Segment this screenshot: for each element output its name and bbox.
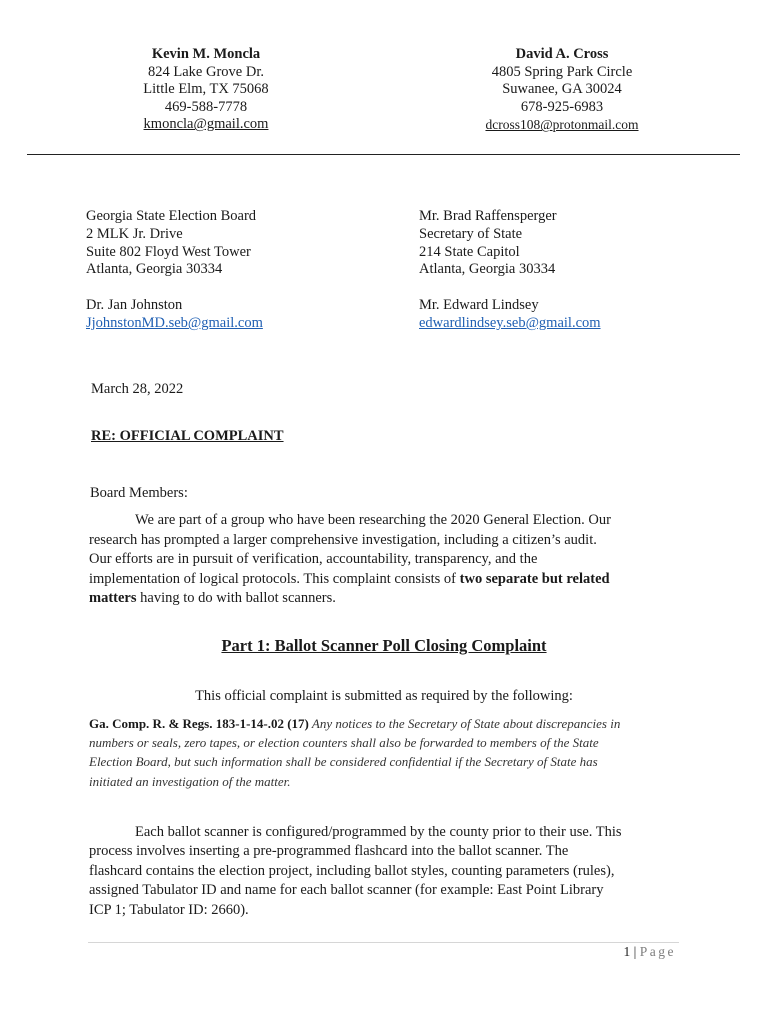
page-label: Page bbox=[639, 944, 676, 959]
regulation-line bbox=[89, 714, 674, 733]
regulation-line: numbers or seals, zero tapes, or election counters shall also be forwarded to members of the State bbox=[89, 735, 599, 751]
sender-left-street: 824 Lake Grove Dr. bbox=[148, 63, 264, 80]
page-footer bbox=[624, 944, 676, 960]
paragraph-intro bbox=[89, 511, 674, 609]
regulation-line: Election Board, but such information shall be considered confidential if the Secretary of State has bbox=[89, 754, 598, 770]
complaint-intro: This official complaint is submitted as required by the following: bbox=[195, 688, 573, 704]
emphasis-text: two separate but related bbox=[459, 570, 610, 587]
sender-right-street: 4805 Spring Park Circle bbox=[491, 63, 633, 80]
paragraph-line: research has prompted a larger comprehensive investigation, including a citizen’s audit. bbox=[89, 531, 597, 548]
paragraph-text: implementation of logical protocols. This complaint consists of bbox=[89, 570, 460, 587]
recipient-left-suite: Suite 802 Floyd West Tower bbox=[86, 243, 251, 260]
paragraph-line: ICP 1; Tabulator ID: 2660). bbox=[89, 901, 249, 918]
spacer bbox=[86, 279, 263, 297]
recipient-left-contact-email-link[interactable]: JjohnstonMD.seb@gmail.com bbox=[86, 314, 263, 331]
regulation-line: initiated an investigation of the matter. bbox=[89, 773, 291, 789]
paragraph-line: assigned Tabulator ID and name for each ballot scanner (for example: East Point Library bbox=[89, 882, 604, 899]
page-number: 1 bbox=[623, 944, 631, 959]
sender-right-block bbox=[432, 46, 692, 134]
recipient-right-street: 214 State Capitol bbox=[419, 243, 520, 260]
section-heading-part1: Part 1: Ballot Scanner Poll Closing Complaint bbox=[221, 636, 547, 655]
subject-line: RE: OFFICIAL COMPLAINT bbox=[91, 428, 284, 444]
sender-left-phone: 469-588-7778 bbox=[164, 98, 248, 115]
regulation-text: Any notices to the Secretary of State about discrepancies in bbox=[308, 716, 621, 731]
paragraph-line: process involves inserting a pre-programmed flashcard into the ballot scanner. The bbox=[89, 843, 569, 860]
header-divider bbox=[27, 154, 740, 155]
sender-right-name: David A. Cross bbox=[515, 46, 609, 62]
regulation-citation: Ga. Comp. R. & Regs. 183-1-14-.02 (17) bbox=[89, 716, 309, 731]
salutation: Board Members: bbox=[90, 485, 188, 501]
paragraph-line: Our efforts are in pursuit of verification, accountability, transparency, and the bbox=[89, 551, 538, 568]
paragraph-line bbox=[89, 589, 674, 609]
regulation-quote bbox=[89, 714, 674, 791]
recipient-right-block bbox=[419, 208, 601, 333]
paragraph-text: having to do with ballot scanners. bbox=[136, 590, 336, 607]
recipient-left-city: Atlanta, Georgia 30334 bbox=[86, 261, 223, 278]
paragraph-line bbox=[89, 511, 674, 531]
paragraph-text: We are part of a group who have been researching the 2020 General Election. Our bbox=[135, 512, 611, 528]
page-separator: | bbox=[630, 944, 640, 959]
paragraph-line bbox=[89, 823, 674, 842]
recipient-right-contact-name: Mr. Edward Lindsey bbox=[419, 297, 539, 314]
paragraph-line: flashcard contains the election project, including ballot styles, counting parameters (rules), bbox=[89, 862, 615, 879]
paragraph-scanner-config bbox=[89, 823, 674, 920]
recipient-left-org: Georgia State Election Board bbox=[86, 208, 257, 224]
sender-right-email[interactable]: dcross108@protonmail.com bbox=[485, 117, 639, 133]
recipient-left-contact-name: Dr. Jan Johnston bbox=[86, 297, 183, 314]
recipient-right-title: Secretary of State bbox=[419, 225, 523, 242]
footer-divider bbox=[88, 942, 679, 943]
recipient-right-contact-email-link[interactable]: edwardlindsey.seb@gmail.com bbox=[419, 314, 601, 331]
spacer bbox=[419, 279, 601, 297]
recipient-right-name: Mr. Brad Raffensperger bbox=[419, 208, 557, 224]
recipient-left-street: 2 MLK Jr. Drive bbox=[86, 225, 183, 242]
paragraph-line bbox=[89, 570, 674, 590]
sender-left-name: Kevin M. Moncla bbox=[151, 46, 261, 62]
sender-right-city: Suwanee, GA 30024 bbox=[502, 81, 622, 98]
sender-left-city: Little Elm, TX 75068 bbox=[143, 81, 269, 98]
sender-left-block bbox=[76, 46, 336, 134]
sender-left-email[interactable]: kmoncla@gmail.com bbox=[143, 116, 269, 133]
recipient-right-city: Atlanta, Georgia 30334 bbox=[419, 261, 556, 278]
sender-right-phone: 678-925-6983 bbox=[520, 98, 604, 115]
recipient-left-block bbox=[86, 208, 263, 333]
emphasis-text: matters bbox=[89, 590, 137, 607]
paragraph-text: Each ballot scanner is configured/programmed by the county prior to their use. This bbox=[135, 824, 622, 840]
letter-date: March 28, 2022 bbox=[91, 381, 184, 397]
